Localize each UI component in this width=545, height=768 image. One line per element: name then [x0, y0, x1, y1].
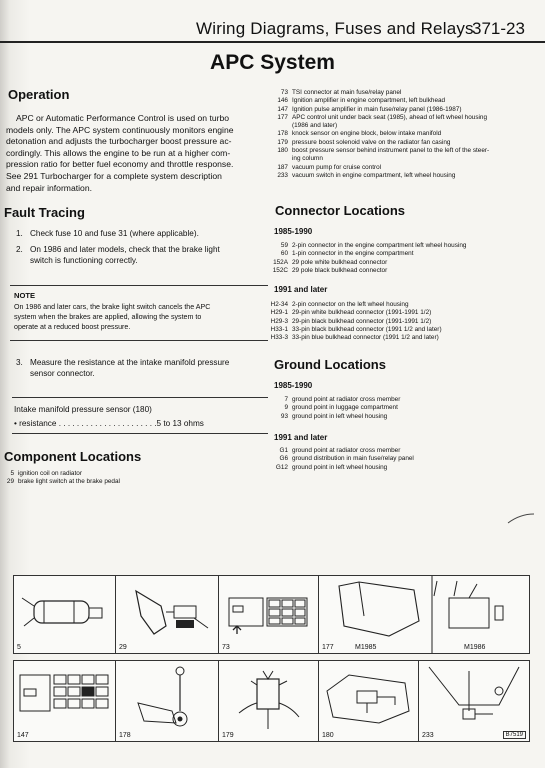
figure-233-vacuum-switch: [418, 660, 530, 742]
component-item: 178 knock sensor on engine block, below intake manifold: [277, 130, 442, 138]
note-line: operate at a reduced boost pressure.: [14, 323, 131, 332]
component-list-right: [262, 89, 542, 180]
operation-line: models only. The APC system continuously monitors engine: [6, 124, 234, 135]
figure-caption: 233: [422, 732, 434, 739]
apc-unit-drawing: [319, 576, 529, 653]
operation-heading: Operation: [8, 87, 70, 102]
figure-caption: 180: [322, 732, 334, 739]
component-item: 29 brake light switch at the brake pedal: [6, 478, 120, 486]
connector-item: H2-34 2-pin connector on the left wheel housing: [270, 301, 409, 308]
figure-caption: 179: [222, 732, 234, 739]
operation-line: detonation and adjusts the turbocharger boost pressure ac-: [6, 136, 232, 147]
figure-5-ignition-coil: [13, 575, 117, 654]
note-text: [14, 302, 270, 333]
operation-line: APC or Automatic Performance Control is used on turbo: [16, 113, 230, 123]
connector-group2-title: 1991 and later: [274, 285, 328, 294]
pressure-sensor-drawing: [319, 661, 419, 741]
component-item: 177 APC control unit under back seat (1985), ahead of left wheel housing (1986 and later): [277, 113, 488, 130]
connector-group1-list: [262, 242, 542, 275]
connector-item: 152C 29 pole black bulkhead connector: [272, 266, 388, 274]
ground-group1-list: [262, 396, 542, 421]
ground-group1-title: 1985-1990: [274, 381, 313, 390]
ignition-coil-drawing: [14, 576, 116, 653]
header-page-number: 371-23: [472, 19, 525, 38]
spec-row: • resistance . . . . . . . . . . . . . . . . . . . . . .5 to 13 ohms: [14, 419, 204, 428]
component-item: 146 Ignition amplifier in engine compartment, left bulkhead: [277, 97, 446, 105]
ground-group2-title: 1991 and later: [274, 433, 328, 442]
fault-step-3: 3. Measure the resistance at the intake manifold pressure sensor connector.: [16, 358, 230, 378]
brake-switch-drawing: [116, 576, 219, 653]
relay-panel-drawing: [14, 661, 116, 741]
solenoid-valve-drawing: [219, 661, 319, 741]
connector-item: H29-3 29-pin black bulkhead connector (1991-1991 1/2): [270, 317, 432, 325]
ground-item: G1 ground point at radiator cross member: [279, 447, 401, 454]
figure-147-ignition-pulse-amplifier: [13, 660, 117, 742]
connector-group1-title: 1985-1990: [274, 227, 313, 236]
ground-group2-list: [262, 447, 542, 472]
operation-line: pression ratio for better fuel economy and throttle response.: [6, 159, 234, 170]
ground-item: 9 ground point in luggage compartment: [284, 404, 398, 412]
fuse-panel-drawing: [219, 576, 319, 653]
operation-line: cordingly. This allows the engine to be run at a higher com-: [6, 147, 231, 158]
figure-29-brake-light-switch: [115, 575, 220, 654]
spec-top-rule: [12, 397, 268, 398]
ground-locations-heading: Ground Locations: [274, 357, 386, 372]
note-line: system when the brakes are applied, allowing the system to: [14, 313, 202, 322]
figure-stamp: B7519: [503, 731, 526, 739]
figure-caption: 29: [119, 644, 127, 651]
connector-item: 152A 29 pole white bulkhead connector: [273, 258, 388, 266]
spec-title: Intake manifold pressure sensor (180): [14, 405, 152, 414]
component-item: 147 Ignition pulse amplifier in main fuse/relay panel (1986-1987): [277, 105, 462, 113]
connector-item: 60 1-pin connector in the engine compartment: [280, 250, 414, 258]
header-title: Wiring Diagrams, Fuses and Relays: [196, 19, 474, 38]
ground-item: 93 ground point in left wheel housing: [280, 412, 388, 420]
figure-caption-m1986: M1986: [464, 644, 486, 651]
figure-177-apc-control-unit: [318, 575, 530, 654]
figure-179-boost-solenoid-valve: [218, 660, 320, 742]
note-title: NOTE: [14, 291, 36, 300]
connector-item: 59 2-pin connector in the engine compartment left wheel housing: [280, 242, 467, 249]
knock-sensor-drawing: [116, 661, 219, 741]
vacuum-switch-drawing: [419, 661, 529, 741]
note-bottom-rule: [10, 340, 268, 341]
page-title: APC System: [210, 51, 335, 74]
operation-line: and repair information.: [6, 182, 92, 193]
header-rule: [0, 41, 545, 43]
ground-item: 7 ground point at radiator cross member: [284, 396, 401, 403]
note-top-rule: [10, 285, 268, 286]
figure-caption: 73: [222, 644, 230, 651]
ground-item: G6 ground distribution in main fuse/relay panel: [279, 455, 414, 463]
operation-text: [6, 113, 268, 194]
fault-tracing-heading: Fault Tracing: [4, 205, 85, 220]
operation-line: See 291 Turbocharger for a complete system description: [6, 170, 222, 181]
component-item: 187 vacuum pump for cruise control: [277, 163, 382, 171]
component-item: 233 vacuum switch in engine compartment, left wheel housing: [277, 171, 456, 179]
figure-caption: 178: [119, 732, 131, 739]
ground-item: G12 ground point in left wheel housing: [275, 463, 388, 471]
figure-caption: 5: [17, 644, 21, 651]
figure-caption: 147: [17, 732, 29, 739]
connector-group2-list: [262, 301, 542, 342]
component-item: 5 ignition coil on radiator: [10, 470, 82, 477]
connector-locations-heading: Connector Locations: [275, 203, 406, 218]
figure-caption-m1985: M1985: [355, 644, 377, 651]
connector-item: H29-1 29-pin white bulkhead connector (1991-1991 1/2): [270, 309, 432, 317]
note-line: On 1986 and later cars, the brake light switch cancels the APC: [14, 303, 211, 311]
figure-73-tsi-connector: [218, 575, 320, 654]
fault-step-1: 1. Check fuse 10 and fuse 31 (where applicable).: [16, 229, 199, 238]
component-locations-heading: Component Locations: [4, 449, 142, 464]
component-item: 73 TSI connector at main fuse/relay panel: [280, 89, 402, 96]
connector-item: H33-3 33-pin blue bulkhead connector (1991 1/2 and later): [270, 334, 439, 342]
connector-item: H33-1 33-pin black bulkhead connector (1991 1/2 and later): [270, 325, 442, 333]
component-item: 179 pressure boost solenoid valve on the radiator fan casing: [277, 138, 451, 146]
component-list-left: [0, 470, 262, 487]
figure-caption: 177: [322, 644, 334, 651]
spec-bottom-rule: [12, 433, 268, 434]
component-item: 180 boost pressure sensor behind instrument panel to the left of the steer- ing column: [277, 147, 490, 163]
figure-180-boost-pressure-sensor: [318, 660, 420, 742]
fault-step-2: 2. On 1986 and later models, check that the brake light switch is functioning correctly.: [16, 245, 220, 265]
figure-178-knock-sensor: [115, 660, 220, 742]
